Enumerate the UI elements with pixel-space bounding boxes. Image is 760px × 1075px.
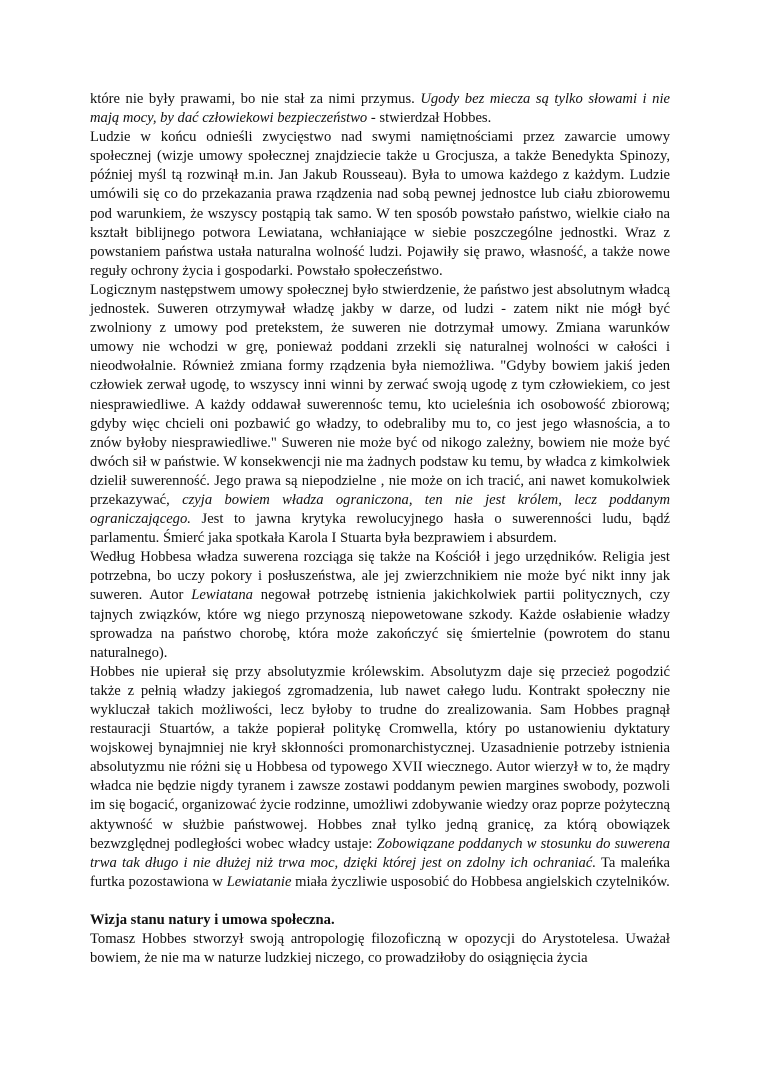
text-segment: Ludzie w końcu odnieśli zwycięstwo nad swymi namiętnościami przez zawarcie umowy społecznej (wizje umowy społecznej znajdziecie także u Grocjusza, a także Benedykta Spinozy, później myśl tą rozwinął m.in. Jan Jakub Rousseau). Była to umowa każdego z każdym. Ludzie umówili się co do przekazania prawa rządzenia nad sobą pewnej jednostce lub ciału zbiorowemu pod warunkiem, że wszyscy postąpią tak samo. W ten sposób powstało państwo, wielkie ciało na kształt biblijnego potwora Lewiatana, wchłaniające w siebie poszczególne jednostki. Wraz z powstaniem państwa ustała naturalna wolność ludzi. Pojawiły się prawo, własność, a także nowe reguły ochrony życia i gospodarki. Powstało społeczeństwo. — [90, 129, 670, 279]
section-paragraph: Tomasz Hobbes stworzył swoją antropologię filozoficzną w opozycji do Arystotelesa. Uważał bowiem, że nie ma w naturze ludzkiej niczego, co prowadziłoby do osiągnięcia życia — [90, 931, 670, 967]
paragraph-4 — [90, 548, 670, 663]
text-segment: Hobbes nie upierał się przy absolutyzmie królewskim. Absolutyzm daje się przecież pogodzić także z pełnią władzy jakiegoś zgromadzenia, lub nawet całego ludu. Kontrakt społeczny nie wykluczał takich możliwości, lecz byłoby to trudne do zrealizowania. Sam Hobbes pragnął restauracji Stuartów, a także popierał politykę Cromwella, który po ustanowieniu dyktatury wojskowej bynajmniej nie krył skłonności promonarchistycznej. Uzasadnienie potrzeby istnienia absolutyzmu nie różni się u Hobbesa od typowego XVII wiecznego. Autor wierzył w to, że mądry władca nie będzie nigdy tyranem i zawsze zostawi poddanym pewien margines swobody, pozwoli im się bogacić, organizować życie rodzinne, umożliwi zdobywanie wiedzy oraz poprze pożyteczną aktywność w służbie państwowej. Hobbes znał tylko jedną granicę, za którą obowiązek bezwzględnej podległości wobec władcy ustaje: — [90, 663, 670, 852]
italic-text-segment: Zobowiązane poddanych w stosunku do suwerena trwa tak długo i nie dłużej niż trwa moc, dzięki której jest on zdolny ich ochraniać. — [90, 835, 670, 871]
italic-text-segment: Lewiatanie — [226, 873, 292, 890]
text-segment: Według Hobbesa władza suwerena rozciąga się także na Kościół i jego urzędników. Religia jest potrzebna, bo uczy pokory i posłuszeństwa, ale jej zwierzchnikiem nie może być nikt inny jak suweren. Autor — [90, 549, 670, 604]
paragraph-2 — [90, 128, 670, 281]
text-segment: miała życzliwie usposobić do Hobbesa angielskich czytelników. — [291, 873, 670, 890]
paragraph-5 — [90, 663, 670, 892]
text-segment: Logicznym następstwem umowy społecznej było stwierdzenie, że państwo jest absolutnym władcą jednostek. Suweren otrzymywał władzę jakby w darze, od ludzi - zatem nikt nie mógł być zwolniony z umowy pod pretekstem, że suweren nie dotrzymał umowy. Zmiana warunków umowy nie wchodzi w grę, ponieważ poddani zrzekli się naturalnej wolności w całości i nieodwołalnie. Również zmiana formy rządzenia była niemożliwa. "Gdyby bowiem jakiś jeden człowiek zerwał ugodę, to wszyscy inni winni by zerwać swoją ugodę z tym człowiekiem, co jest niesprawiedliwe. A każdy oddawał suwerennośc temu, kto ucieleśnia ich osobowość zbiorową; gdyby więc chcieli oni pozbawić go władzy, to odebraliby mu to, co jest jego własnościa, a to znów byłoby niesprawiedliwe." Suweren nie może być od nikogo zależny, bowiem nie może być dwóch sił w państwie. W konsekwencji nie ma żadnych podstaw ku temu, by władca z kimkolwiek dzielił suwerenność. Jego prawa są niepodzielne , nie może on ich tracić, ani nawet komukolwiek przekazywać, — [90, 281, 670, 508]
text-segment: Jest to jawna krytyka rewolucyjnego hasła o suwerenności ludu, bądź parlamentu. Śmierć jaka spotkała Karola I Stuarta była bezprawiem i absurdem. — [90, 511, 670, 547]
paragraph-1 — [90, 90, 670, 128]
italic-text-segment: czyja bowiem władza ograniczona, ten nie jest królem, lecz poddanym ograniczającego. — [90, 491, 671, 528]
text-segment: - stwierdzał Hobbes. — [367, 110, 492, 127]
italic-text-segment: Ugody bez miecza są tylko słowami i nie mają mocy, by dać człowiekowi bezpieczeństwo — [90, 91, 670, 127]
italic-text-segment: Lewiatana — [191, 587, 253, 604]
document-page — [90, 90, 670, 968]
section-spacer — [90, 892, 670, 911]
paragraph-3 — [90, 281, 670, 548]
text-segment: Ta maleńka furtka pozostawiona w — [90, 854, 670, 890]
text-segment: które nie były prawami, bo nie stał za nimi przymus. — [90, 91, 421, 107]
section-heading: Wizja stanu natury i umowa społeczna. — [90, 911, 335, 928]
text-segment: negował potrzebę istnienia jakichkolwiek partii politycznych, czy tajnych związków, które wg niego przynoszą niepowetowane szkody. Każde osłabienie władzy sprowadza na państwo chorobę, która może zakończyć się śmiertelnie (powrotem do stanu naturalnego). — [90, 587, 670, 661]
